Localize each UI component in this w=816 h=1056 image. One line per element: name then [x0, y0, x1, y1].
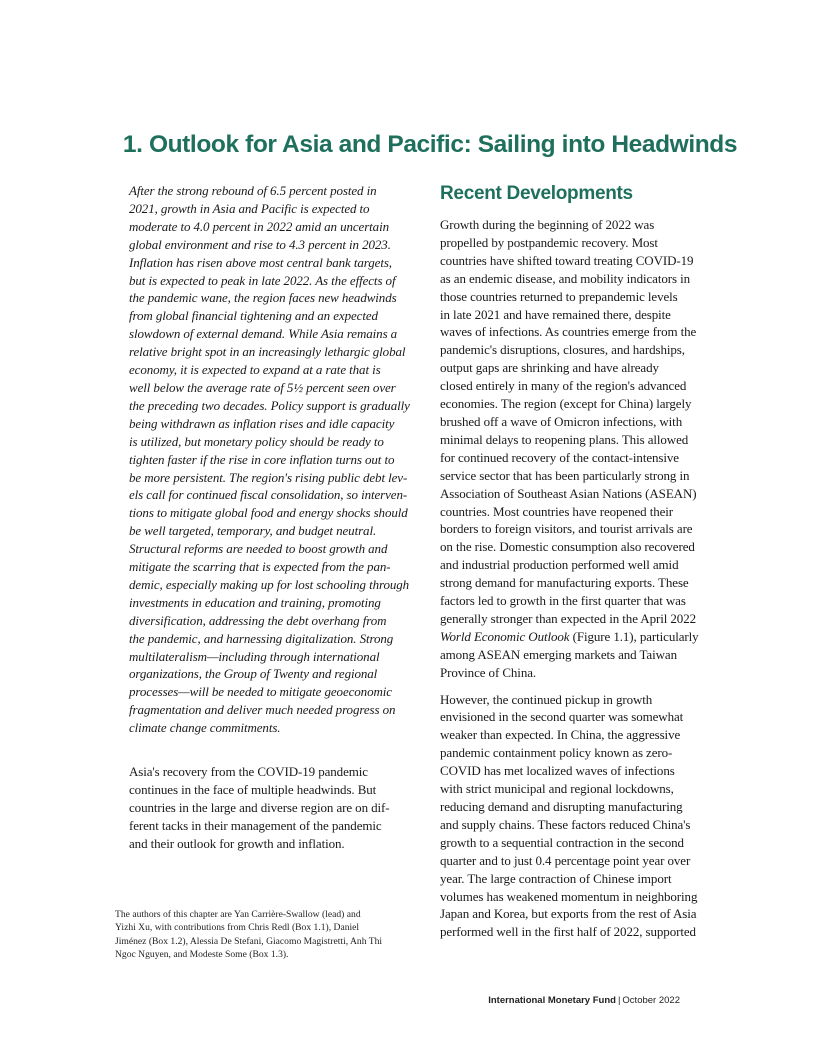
text-line: well below the average rate of 5½ percent seen over	[129, 379, 396, 395]
text-line: for continued recovery of the contact-intensive	[440, 449, 679, 465]
footer-organization: International Monetary Fund	[488, 995, 616, 1006]
text-line: output gaps are shrinking and have already	[440, 360, 659, 376]
text-line: climate change commitments.	[129, 720, 281, 736]
text-line: among ASEAN emerging markets and Taiwan	[440, 646, 677, 662]
text-line: continues in the face of multiple headwinds. But	[129, 782, 377, 797]
text-line: and supply chains. These factors reduced China's	[440, 816, 691, 832]
body-paragraph-1	[440, 216, 740, 682]
text-line: waves of infections. As countries emerge from the	[440, 324, 697, 340]
text-line: factors led to growth in the first quarter that was	[440, 593, 686, 609]
text-line: be more persistent. The region's rising public debt lev-	[129, 469, 408, 485]
footer-separator: |	[617, 995, 621, 1006]
body-paragraph-2	[440, 691, 740, 942]
text-line: demic, especially making up for lost schooling through	[129, 576, 410, 592]
intro-paragraph	[129, 763, 419, 853]
text-line: but is expected to peak in late 2022. As the effects of	[129, 272, 396, 288]
text-line: the pandemic, and harnessing digitalization. Strong	[129, 630, 394, 646]
text-line: mitigate the scarring that is expected from the pan-	[129, 559, 391, 575]
paragraph-1-tail	[440, 646, 740, 682]
text-line: pandemic containment policy known as zero-	[440, 745, 673, 761]
paragraph-1-weo-line	[440, 628, 740, 646]
text-line: tions to mitigate global food and energy shocks should	[129, 505, 408, 521]
text-line: multilateralism—including through international	[129, 648, 380, 664]
text-line: propelled by postpandemic recovery. Most	[440, 234, 658, 250]
text-line: Yizhi Xu, with contributions from Chris Redl (Box 1.1), Daniel	[115, 922, 360, 934]
text-line: and their outlook for growth and inflation.	[129, 835, 345, 851]
section-heading: Recent Developments	[440, 183, 633, 204]
text-line: generally stronger than expected in the April 2022	[440, 610, 697, 626]
text-line: els call for continued fiscal consolidation, so interven-	[129, 487, 408, 503]
text-line: being withdrawn as inflation rises and idle capacity	[129, 415, 395, 431]
page-footer	[480, 995, 680, 1006]
text-line: quarter and to just 0.4 percentage point year over	[440, 852, 691, 868]
right-column	[440, 182, 740, 941]
weo-line-rest: (Figure 1.1), particularly	[569, 628, 699, 644]
text-line: countries in the large and diverse region are on dif-	[129, 799, 390, 815]
text-line: ferent tacks in their management of the pandemic	[129, 817, 382, 833]
text-line: service sector that has been particularly strong in	[440, 467, 690, 483]
text-line: economies. The region (except for China) largely	[440, 396, 692, 412]
text-line: as an endemic disease, and mobility indicators in	[440, 270, 690, 286]
left-column	[129, 182, 419, 853]
text-line: Japan and Korea, but exports from the rest of Asia	[440, 906, 697, 922]
paragraph-1-lines	[440, 216, 740, 628]
text-line: strong demand for manufacturing exports. These	[440, 575, 689, 591]
text-line: The authors of this chapter are Yan Carrière-Swallow (lead) and	[115, 909, 361, 920]
text-line: relative bright spot in an increasingly lethargic global	[129, 344, 406, 360]
text-line: slowdown of external demand. While Asia remains a	[129, 326, 398, 342]
chapter-abstract	[129, 182, 419, 737]
text-line: However, the continued pickup in growth	[440, 691, 653, 707]
text-line: Growth during the beginning of 2022 was	[440, 217, 655, 232]
text-line: Inflation has risen above most central bank targets,	[129, 254, 392, 270]
chapter-title: 1. Outlook for Asia and Pacific: Sailing into Headwinds	[122, 131, 738, 158]
text-line: 2021, growth in Asia and Pacific is expected to	[129, 200, 370, 216]
text-line: fragmentation and deliver much needed progress on	[129, 702, 396, 718]
text-line: Province of China.	[440, 664, 537, 680]
text-line: Jiménez (Box 1.2), Alessia De Stefani, Giacomo Magistretti, Anh Thi	[115, 935, 383, 947]
text-line: performed well in the first half of 2022, supported	[440, 924, 696, 940]
text-line: envisioned in the second quarter was somewhat	[440, 709, 684, 725]
weo-publication-title: World Economic Outlook	[440, 628, 570, 644]
text-line: on the rise. Domestic consumption also recovered	[440, 539, 695, 555]
author-footnote	[115, 908, 415, 961]
text-line: Structural reforms are needed to boost growth and	[129, 541, 388, 557]
text-line: year. The large contraction of Chinese import	[440, 870, 672, 886]
footer-date: October 2022	[622, 995, 680, 1006]
text-line: moderate to 4.0 percent in 2022 amid an uncertain	[129, 218, 389, 234]
text-line: After the strong rebound of 6.5 percent posted in	[129, 183, 377, 198]
text-line: volumes has weakened momentum in neighboring	[440, 888, 698, 904]
text-line: reducing demand and disrupting manufacturing	[440, 799, 683, 814]
text-line: minimal delays to reopening plans. This allowed	[440, 431, 689, 447]
text-line: in late 2021 and have remained there, despite	[440, 306, 671, 322]
text-line: countries have shifted toward treating COVID-19	[440, 252, 694, 268]
text-line: Association of Southeast Asian Nations (ASEAN)	[440, 485, 697, 501]
text-line: brushed off a wave of Omicron infections, with	[440, 413, 683, 429]
text-line: processes—will be needed to mitigate geoeconomic	[129, 684, 392, 700]
text-line: global environment and rise to 4.3 percent in 2023.	[129, 236, 391, 252]
text-line: be well targeted, temporary, and budget neutral.	[129, 523, 377, 539]
text-line: Asia's recovery from the COVID-19 pandemic	[129, 764, 368, 780]
text-line: from global financial tightening and an expected	[129, 308, 378, 324]
text-line: borders to foreign visitors, and tourist arrivals are	[440, 521, 693, 537]
text-line: COVID has met localized waves of infections	[440, 763, 675, 779]
text-line: the preceding two decades. Policy support is gradually	[129, 397, 410, 413]
text-line: those countries returned to prepandemic levels	[440, 288, 678, 304]
text-line: pandemic's disruptions, closures, and hardships,	[440, 342, 685, 358]
text-line: diversification, addressing the debt overhang from	[129, 612, 387, 628]
text-line: with strict municipal and regional lockdowns,	[440, 781, 674, 797]
text-line: and industrial production performed well amid	[440, 557, 679, 573]
text-line: economy, it is expected to expand at a rate that is	[129, 362, 381, 378]
text-line: organizations, the Group of Twenty and regional	[129, 666, 378, 682]
text-line: growth to a sequential contraction in the second	[440, 834, 684, 850]
text-line: weaker than expected. In China, the aggressive	[440, 727, 681, 743]
text-line: countries. Most countries have reopened their	[440, 503, 674, 519]
text-line: tighten faster if the rise in core inflation turns out to	[129, 451, 395, 467]
text-line: investments in education and training, promoting	[129, 594, 381, 610]
text-line: the pandemic wane, the region faces new headwinds	[129, 290, 397, 306]
text-line: closed entirely in many of the region's advanced	[440, 378, 687, 394]
text-line: is utilized, but monetary policy should be ready to	[129, 433, 384, 449]
text-line: Ngoc Nguyen, and Modeste Some (Box 1.3).	[115, 948, 289, 960]
